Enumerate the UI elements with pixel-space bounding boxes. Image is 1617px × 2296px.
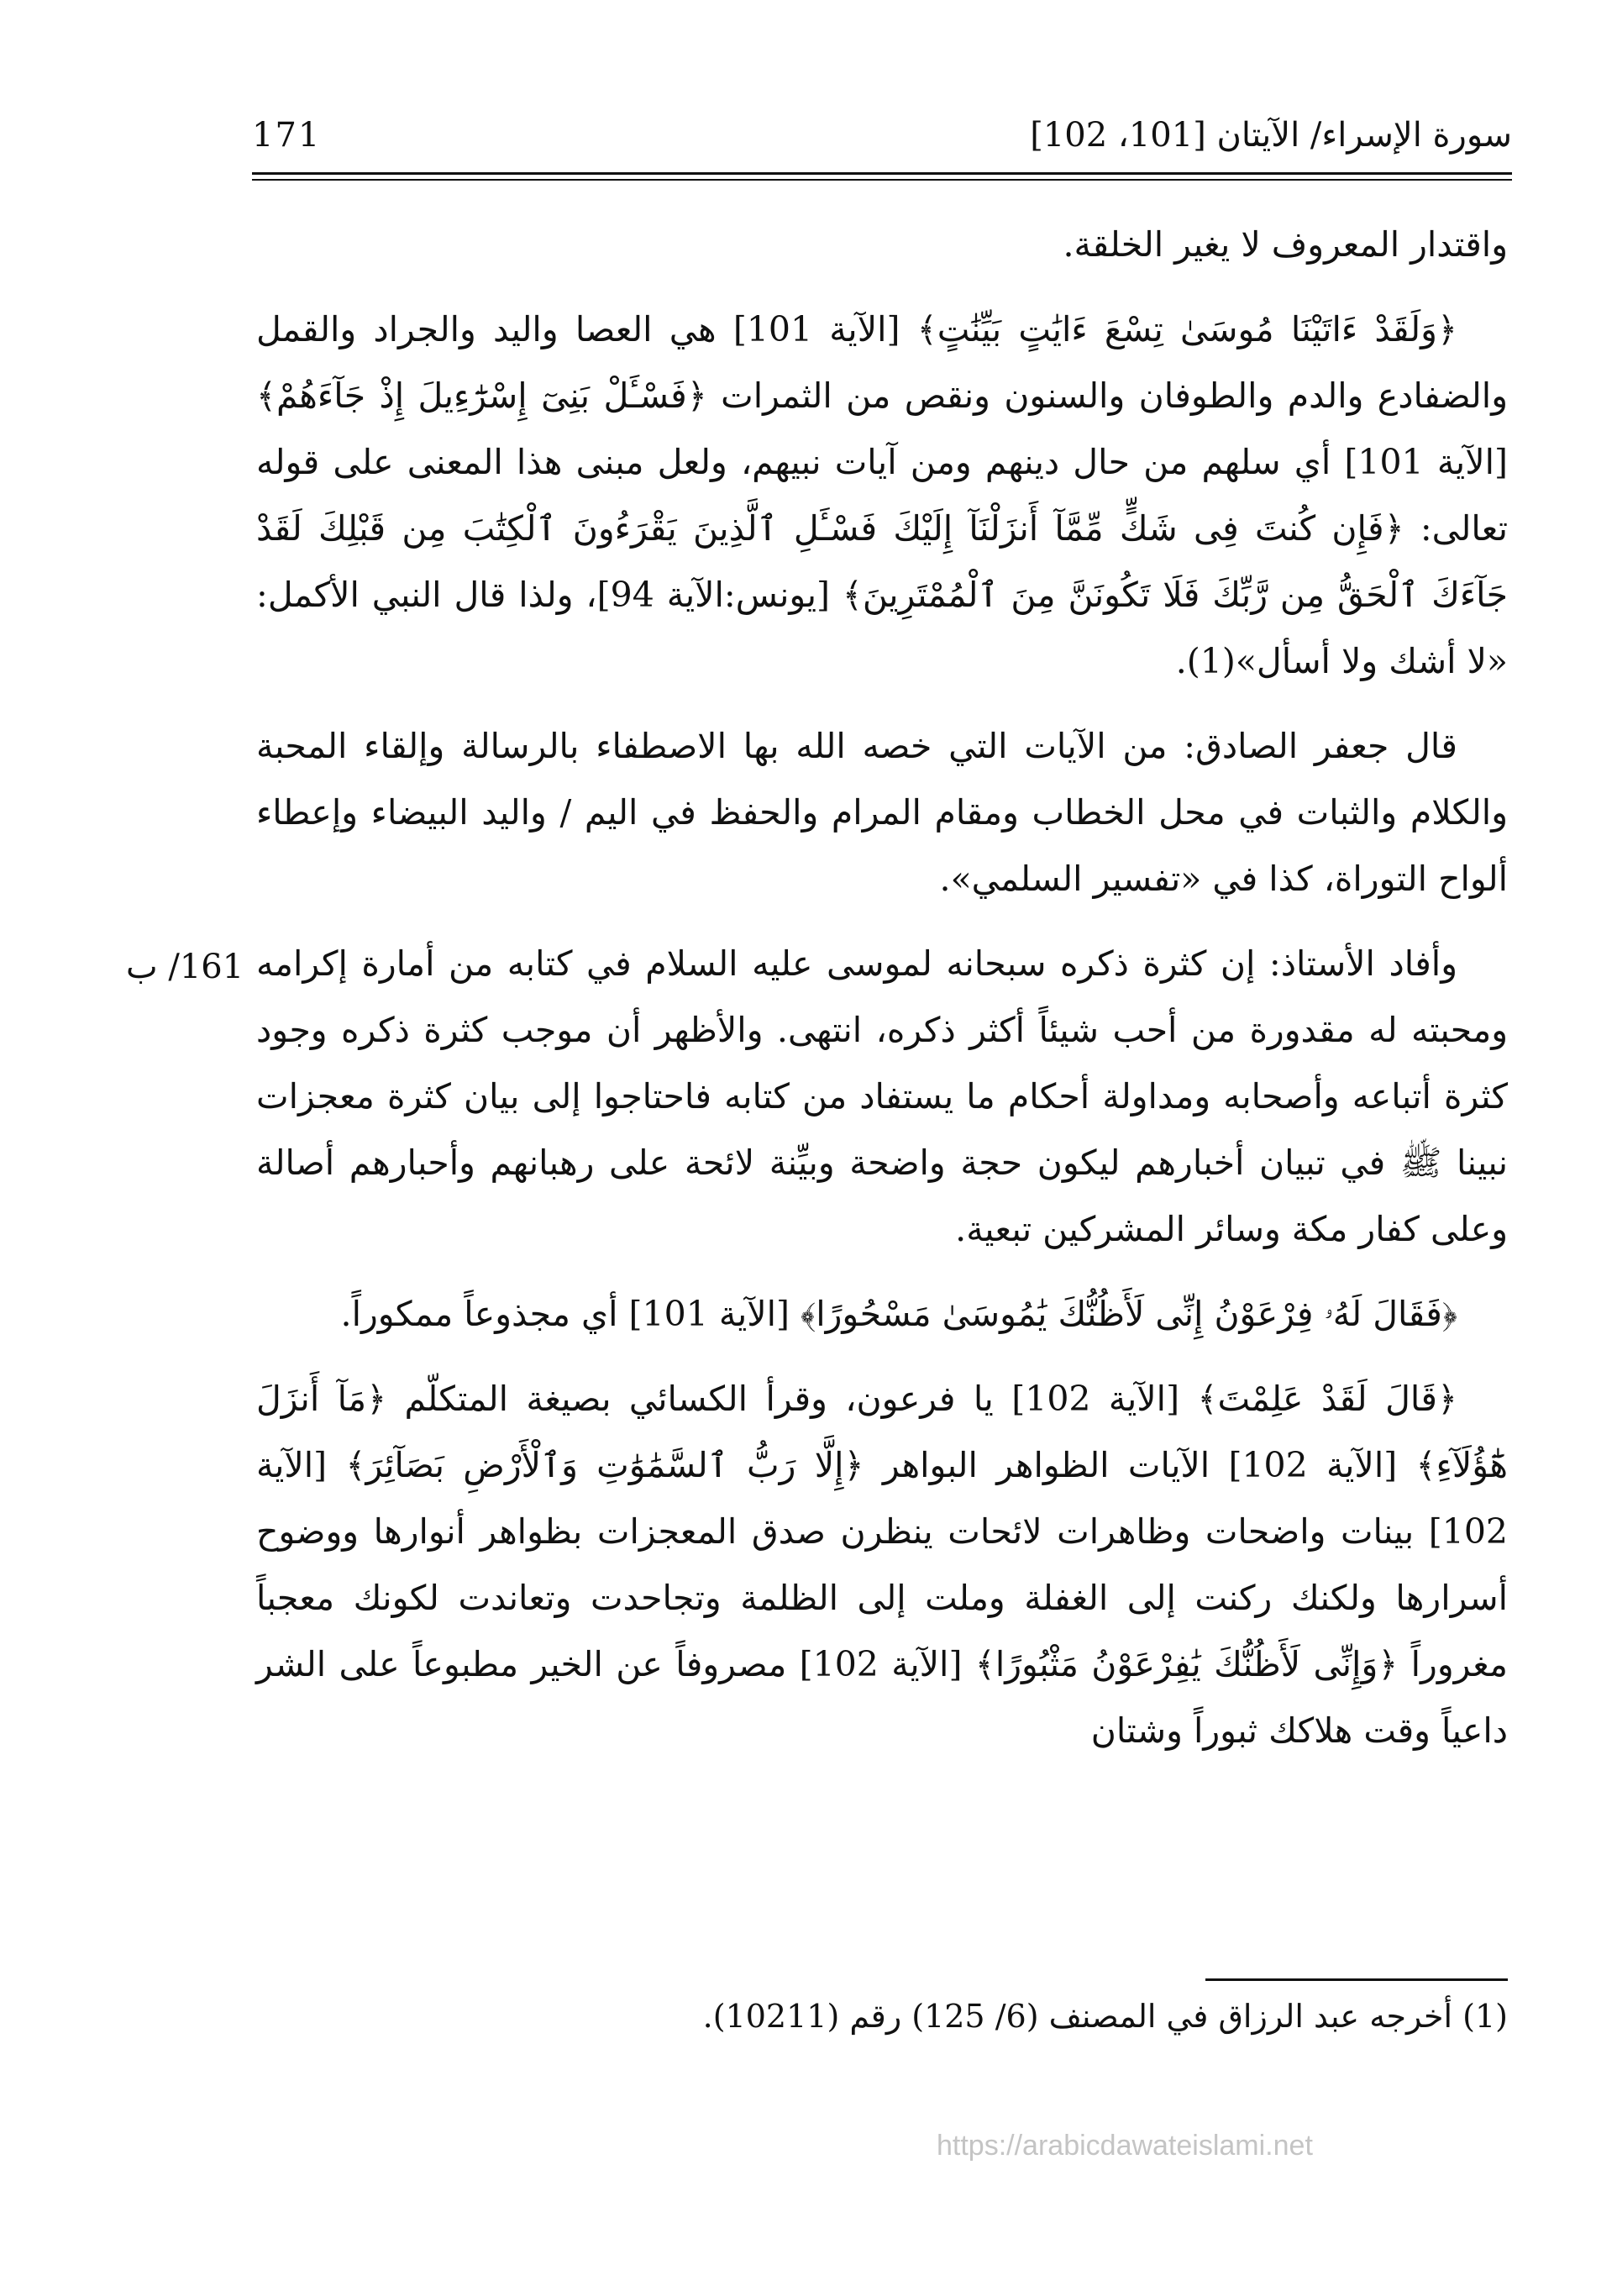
- paragraph-3: قال جعفر الصادق: من الآيات التي خصه الله بها الاصطفاء بالرسالة وإلقاء المحبة والكلام والثبات في محل الخطاب ومقام المرام والحفظ في اليم / واليد البيضاء وإعطاء ألواح التوراة، كذا في «تفسير السلمي».: [256, 726, 1508, 899]
- footnote-rule: [1205, 1978, 1508, 1981]
- header-rule-secondary: [252, 179, 1512, 181]
- running-header: [252, 116, 1512, 175]
- footnote: (1) أخرجه عبد الرزاق في المصنف (6/ 125) رقم (10211).: [702, 1998, 1508, 2035]
- header-rule: [252, 172, 1512, 175]
- page-number: 171: [252, 116, 322, 155]
- manuscript-folio-note: 161/ ب: [126, 948, 244, 986]
- paragraph-1: واقتدار المعروف لا يغير الخلقة.: [1063, 224, 1508, 265]
- paragraph-4: وأفاد الأستاذ: إن كثرة ذكره سبحانه لموسى عليه السلام في كتابه من أمارة إكرامه ومحبته له مقدورة من أحب شيئاً أكثر ذكره، انتهى. والأظهر أن موجب كثرة ذكره وجود كثرة أتباعه وأصحابه ومداولة أحكام ما يستفاد من كتابه فاحتاجوا إلى بيان كثرة معجزات نبينا ﷺ في تبيان أخبارهم ليكون حجة واضحة وبيِّنة لائحة على رهبانهم وأحبارهم أصالة وعلى كفار مكة وسائر المشركين تبعية.: [256, 943, 1508, 1249]
- header-title: سورة الإسراء/ الآيتان [101، 102]: [1030, 116, 1512, 155]
- paragraph-2: ﴿وَلَقَدْ ءَاتَيْنَا مُوسَىٰ تِسْعَ ءَايَٰتٍ بَيِّنَٰتٍ﴾ [الآية 101] هي العصا واليد والجراد والقمل والضفادع والدم والطوفان والسنون ونقص من الثمرات ﴿فَسْـَٔلْ بَنِىٓ إِسْرَٰٓءِيلَ إِذْ جَآءَهُمْ﴾ [الآية 101] أي سلهم من حال دينهم ومن آيات نبيهم، ولعل مبنى هذا المعنى على قوله تعالى: ﴿فَإِن كُنتَ فِى شَكٍّ مِّمَّآ أَنزَلْنَآ إِلَيْكَ فَسْـَٔلِ ٱلَّذِينَ يَقْرَءُونَ ٱلْكِتَٰبَ مِن قَبْلِكَ لَقَدْ جَآءَكَ ٱلْحَقُّ مِن رَّبِّكَ فَلَا تَكُونَنَّ مِنَ ٱلْمُمْتَرِينَ﴾ [يونس:الآية 94]، ولذا قال النبي الأكمل: «لا أشك ولا أسأل»(1).: [256, 309, 1509, 681]
- body-text: [256, 212, 1508, 1783]
- watermark: https://arabicdawateislami.net: [937, 2130, 1313, 2162]
- paragraph-6: ﴿قَالَ لَقَدْ عَلِمْتَ﴾ [الآية 102] يا فرعون، وقرأ الكسائي بصيغة المتكلّم ﴿مَآ أَنزَلَ هَٰٓؤُلَآءِ﴾ [الآية 102] الآيات الظواهر البواهر ﴿إِلَّا رَبُّ ٱلسَّمَٰوَٰتِ وَٱلْأَرْضِ بَصَآئِرَ﴾ [الآية 102] بينات واضحات وظاهرات لائحات ينظرن صدق المعجزات بظواهر أنوارها ووضوح أسرارها ولكنك ركنت إلى الغفلة وملت إلى الظلمة وتجاحدت وتعاندت لكونك معجباً مغروراً ﴿وَإِنِّى لَأَظُنُّكَ يَٰفِرْعَوْنُ مَثْبُورًا﴾ [الآية 102] مصروفاً عن الخير مطبوعاً على الشر داعياً وقت هلاكك ثبوراً وشتان: [256, 1379, 1508, 1751]
- paragraph-5: ﴿فَقَالَ لَهُۥ فِرْعَوْنُ إِنِّى لَأَظُنُّكَ يَٰمُوسَىٰ مَسْحُورًا﴾ [الآية 101] أي مجذوعاً ممكوراً.: [340, 1294, 1457, 1334]
